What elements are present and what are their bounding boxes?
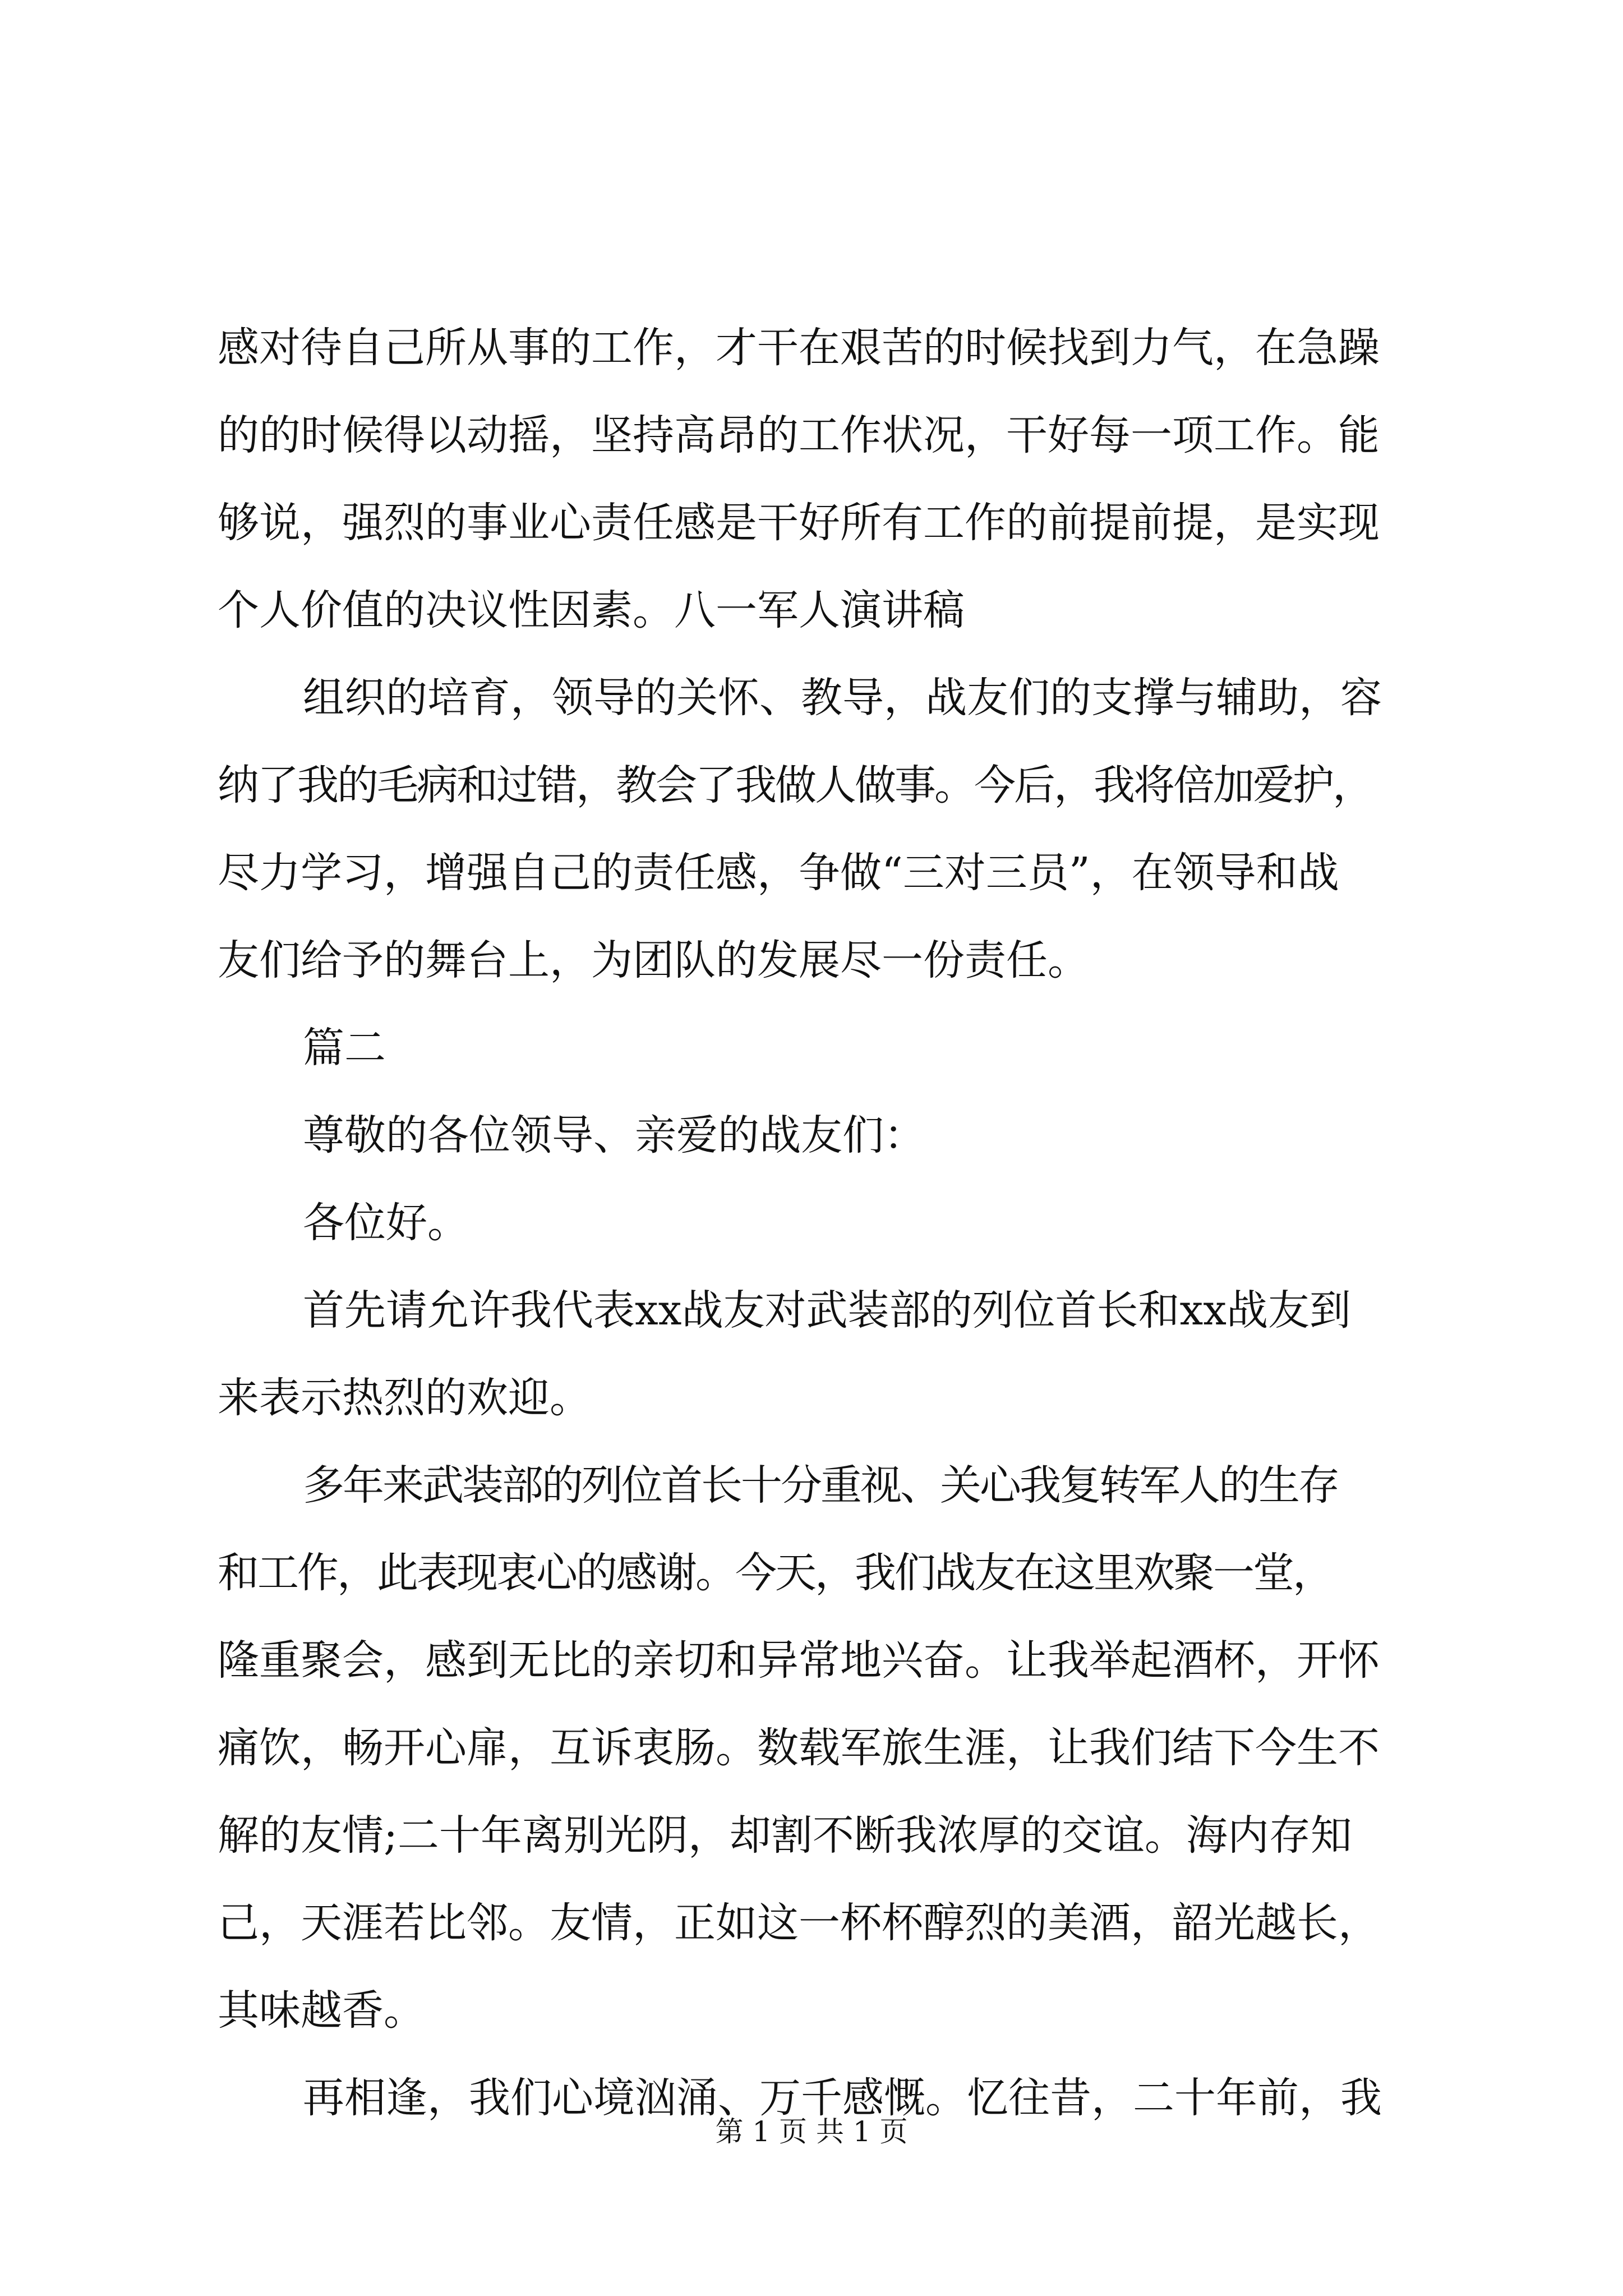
paragraph-reunion-start: 再相逢，我们心境汹涌、万千感慨。忆往昔，二十年前，我 xyxy=(303,2074,1382,2122)
salutation-line: 尊敬的各位领导、亲爱的战友们： xyxy=(303,1111,925,1159)
text-line-4: 个人价值的决议性因素。八一军人演讲稿 xyxy=(218,586,965,634)
text-line-20: 其味越香。 xyxy=(218,1986,425,2035)
paragraph-welcome-start: 首先请允许我代表xx战友对武装部的列位首长和xx战友到 xyxy=(303,1286,1351,1335)
text-line-15: 和工作，此表现衷心的感谢。今天，我们战友在这里欢聚一堂， xyxy=(218,1549,1332,1597)
text-line-17: 痛饮，畅开心扉，互诉衷肠。数载军旅生涯，让我们结下今生不 xyxy=(218,1724,1380,1772)
document-body xyxy=(218,304,1429,2142)
text-line-6: 纳了我的毛病和过错，教会了我做人做事。今后，我将倍加爱护， xyxy=(218,761,1372,809)
text-line-13: 来表示热烈的欢迎。 xyxy=(218,1374,591,1422)
page-number-footer: 第 1 页 共 1 页 xyxy=(715,2115,908,2148)
paragraph-organization-start: 组织的培育，领导的关怀、教导，战友们的支撑与辅助，容 xyxy=(303,674,1382,722)
text-line-16: 隆重聚会，感到无比的亲切和异常地兴奋。让我举起酒杯，开怀 xyxy=(218,1636,1380,1685)
section-heading-part-two: 篇二 xyxy=(303,1024,386,1072)
text-line-19: 己，天涯若比邻。友情，正如这一杯杯醇烈的美酒，韶光越长， xyxy=(218,1899,1380,1947)
text-line-7: 尽力学习，增强自己的责任感，争做“三对三员”，在领导和战 xyxy=(218,849,1339,897)
text-line-8: 友们给予的舞台上，为团队的发展尽一份责任。 xyxy=(218,936,1089,984)
paragraph-thanks-start: 多年来武装部的列位首长十分重视、关心我复转军人的生存 xyxy=(303,1461,1338,1510)
text-line-18: 解的友情;二十年离别光阴，却割不断我浓厚的交谊。海内存知 xyxy=(218,1811,1352,1860)
text-line-2: 的的时候得以动摇，坚持高昂的工作状况，干好每一项工作。能 xyxy=(218,411,1380,459)
greeting-line: 各位好。 xyxy=(303,1199,469,1247)
text-line-3: 够说，强烈的事业心责任感是干好所有工作的前提前提，是实现 xyxy=(218,499,1380,547)
text-line-1: 感对待自己所从事的工作，才干在艰苦的时候找到力气，在急躁 xyxy=(218,324,1380,372)
